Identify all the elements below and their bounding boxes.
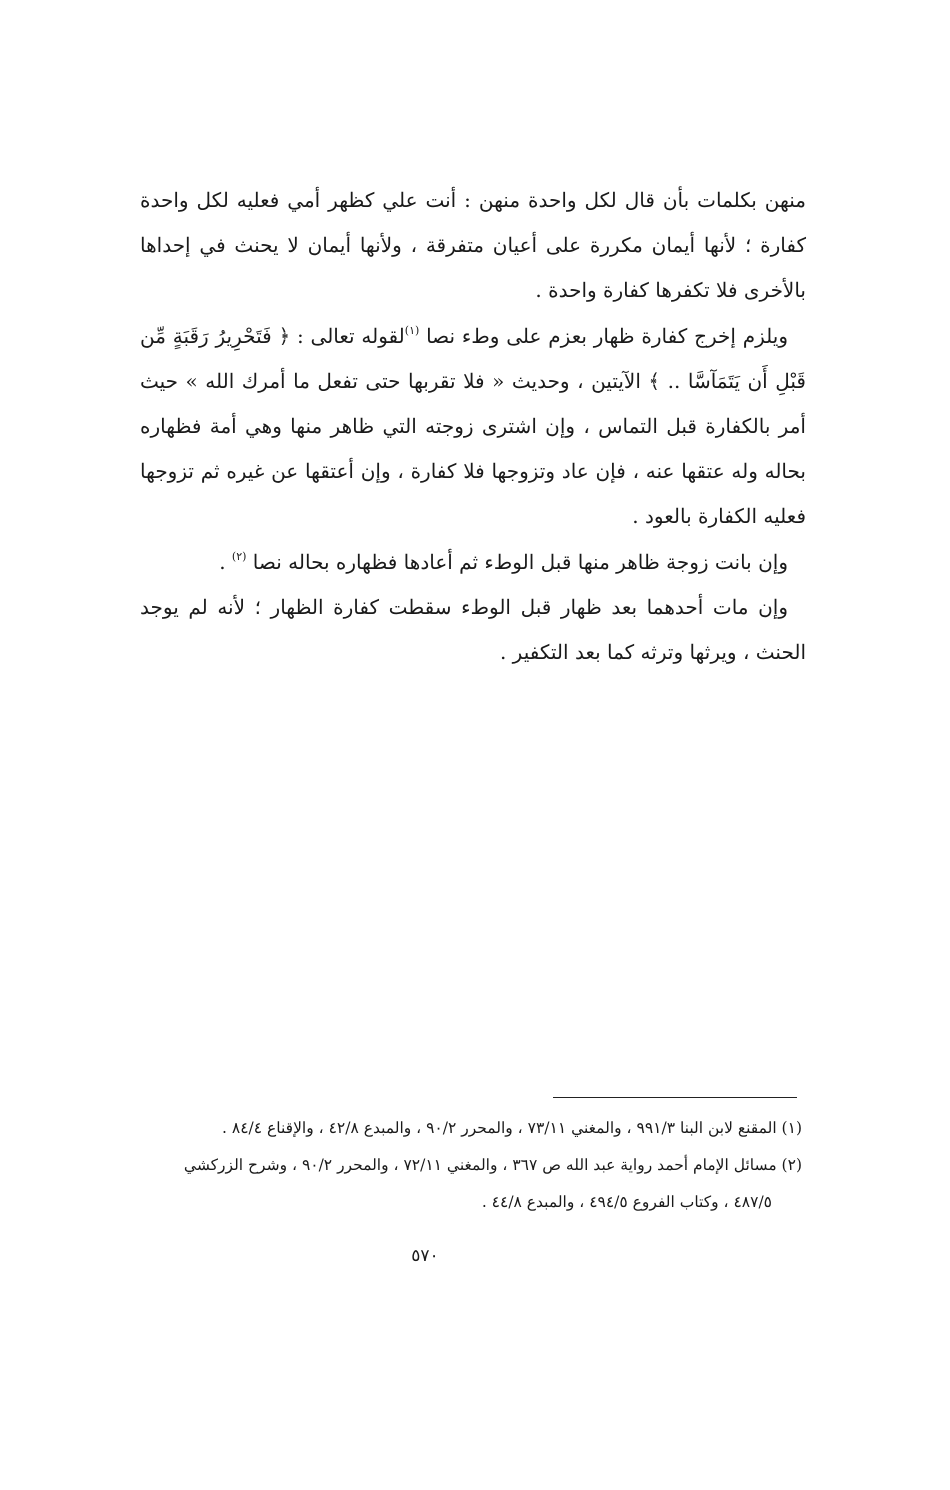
main-text <box>140 178 806 675</box>
page-number: ٥٧٠ <box>411 1246 439 1266</box>
paragraph-3 <box>140 540 806 585</box>
paragraph-2 <box>140 314 806 540</box>
paragraph-1-text: منهن بكلمات بأن قال لكل واحدة منهن : أنت علي كظهر أمي فعليه لكل واحدة كفارة ؛ لأنها أيمان مكررة على أعيان متفرقة ، ولأنها أيمان لا يحنث في إحداها بالأخرى فلا تكفرها كفارة واحدة . <box>140 188 807 303</box>
footnote-ref-1[interactable]: (١) <box>404 323 420 337</box>
footnote-1: (١) المقنع لابن البنا ٩٩١/٣ ، والمغني ٧٣/١١ ، والمحرر ٩٠/٢ ، والمبدع ٤٢/٨ ، والإقناع ٨٤/٤ . <box>222 1119 802 1137</box>
paragraph-4-text: وإن مات أحدهما بعد ظهار قبل الوطء سقطت كفارة الظهار ؛ لأنه لم يوجد الحنث ، ويرثها وترثه كما بعد التكفير . <box>140 594 806 665</box>
paragraph-2-text-rest: لقوله تعالى : ﴿ فَتَحْرِيرُ رَقَبَةٍ مِّن قَبْلِ أَن يَتَمَآسَّا .. ﴾ الآيتين ، وحديث « فلا تقربها حتى تفعل ما أمرك الله » حيث أمر بالكفارة قبل التماس ، وإن اشترى زوجته التي ظاهر منها وهي أمة فظهاره بحاله وله عتقها عنه ، فإن عاد وتزوجها فلا كفارة ، وإن أعتقها عن غيره ثم تزوجها فعليه الكفارة بالعود . <box>140 323 806 529</box>
paragraph-4 <box>140 585 806 675</box>
paragraph-3-text-start: وإن بانت زوجة ظاهر منها قبل الوطء ثم أعادها فظهاره بحاله نصا <box>246 549 788 574</box>
footnotes <box>140 1110 802 1221</box>
paragraph-1 <box>140 178 806 314</box>
footnote-2: (٢) مسائل الإمام أحمد رواية عبد الله ص ٣٦٧ ، والمغني ٧٢/١١ ، والمحرر ٩٠/٢ ، وشرح الزركشي <box>183 1156 802 1174</box>
footnote-2-continuation: ٤٨٧/٥ ، وكتاب الفروع ٤٩٤/٥ ، والمبدع ٤٤/٨ . <box>481 1193 772 1211</box>
footnote-divider <box>553 1097 797 1098</box>
paragraph-3-text-end: . <box>219 549 232 574</box>
footnote-ref-2[interactable]: (٢) <box>231 549 247 563</box>
paragraph-2-text-start: ويلزم إخرج كفارة ظهار بعزم على وطء نصا <box>419 323 789 348</box>
